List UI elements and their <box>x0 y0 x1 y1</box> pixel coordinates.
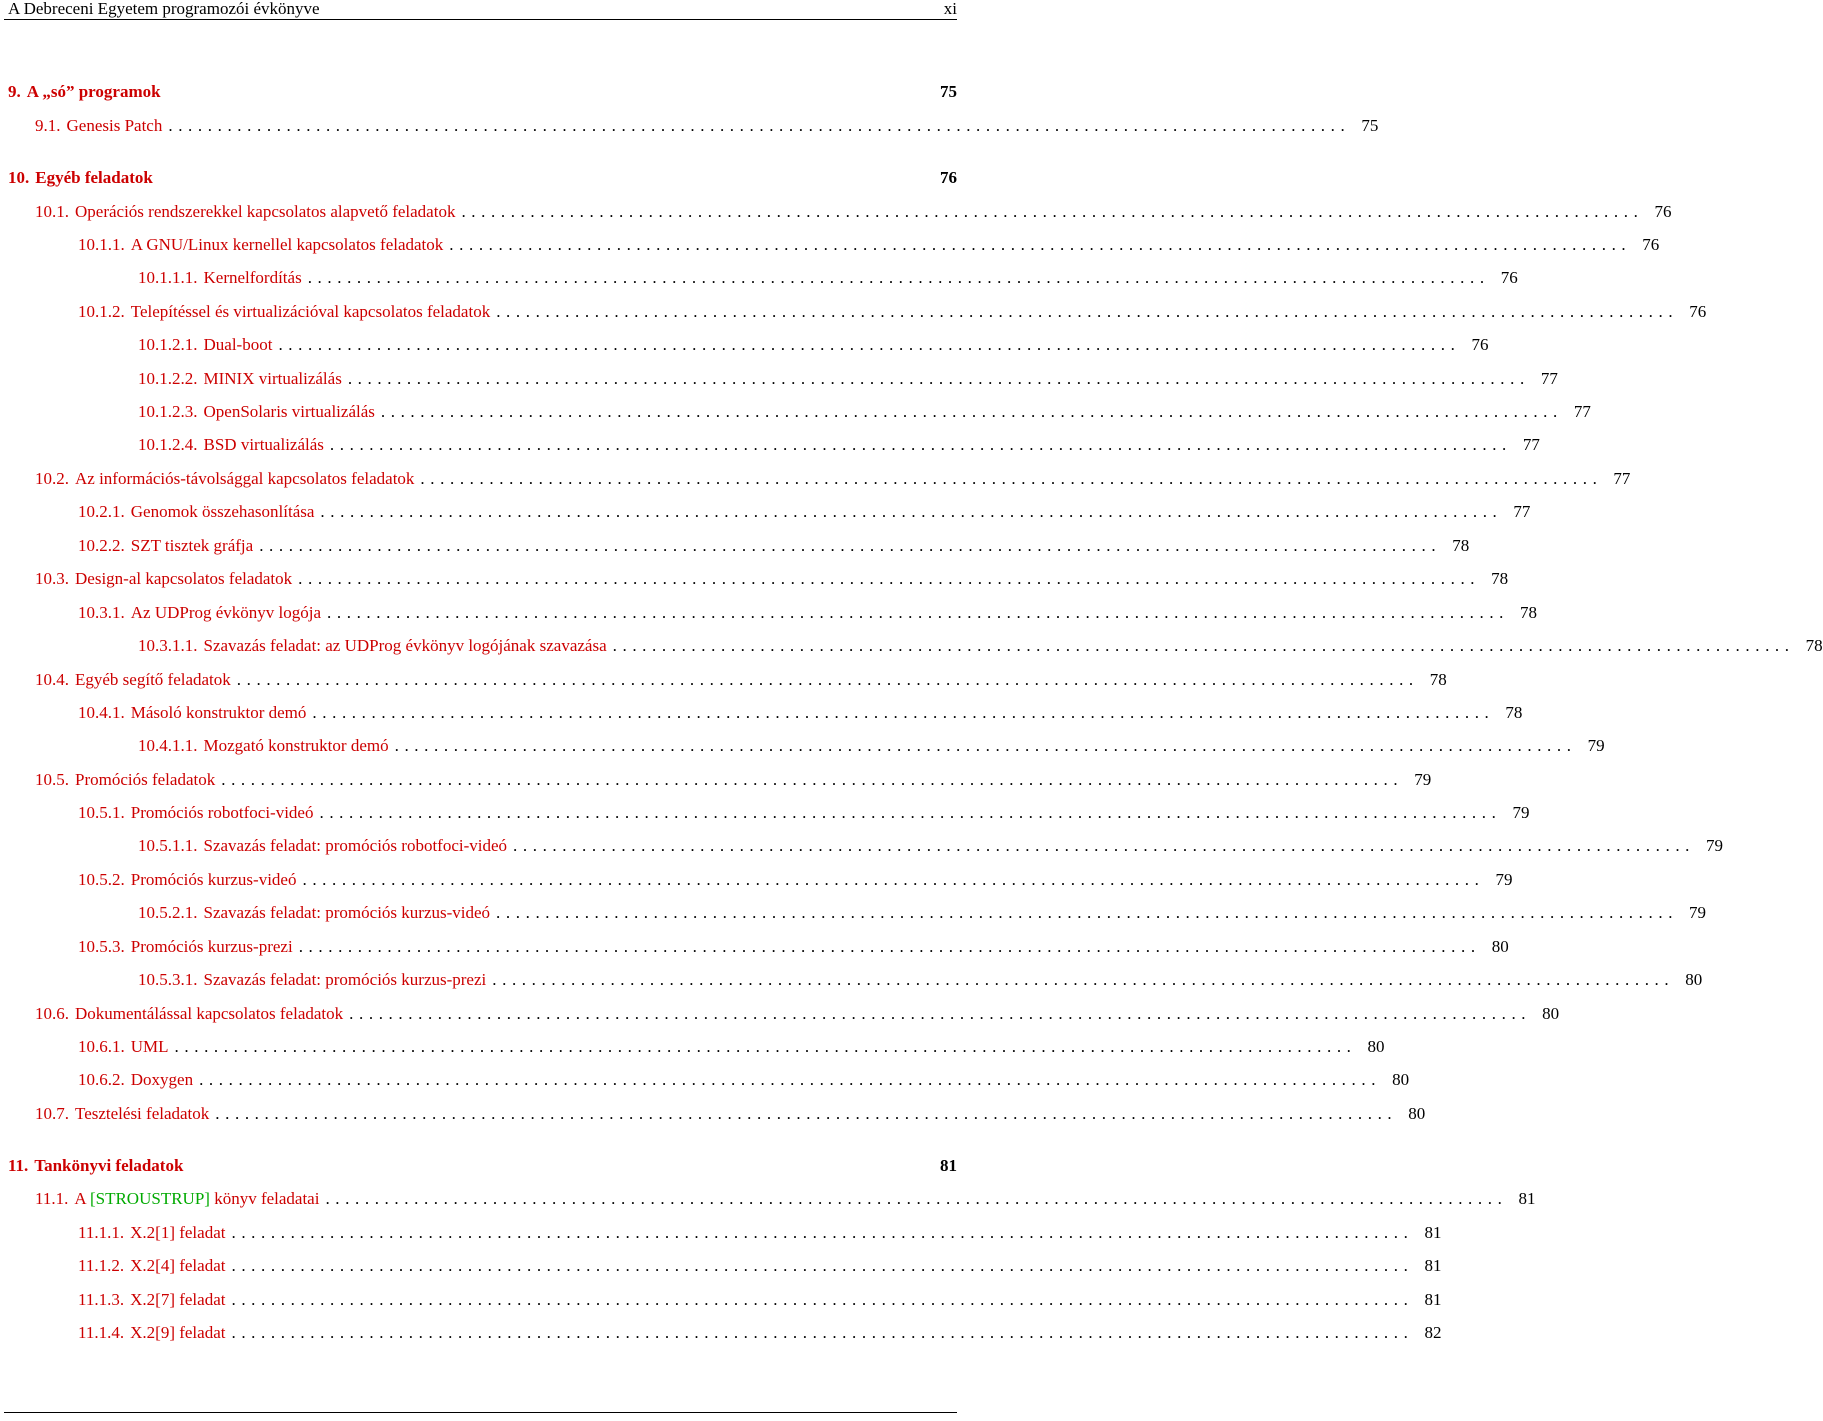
toc-number: 10.4.1. <box>78 703 125 722</box>
toc-title: MINIX virtualizálás <box>203 369 342 388</box>
toc-number: 10.3.1. <box>78 603 125 622</box>
toc-entry[interactable] <box>138 266 1518 288</box>
toc-title: Genesis Patch <box>66 116 163 135</box>
footer-rule <box>4 1412 957 1413</box>
toc-number: 10.7. <box>35 1104 69 1123</box>
toc-entry[interactable] <box>138 968 1703 990</box>
toc-page-number: 81 <box>940 1156 957 1175</box>
toc-number: 10.1.2.4. <box>138 435 198 454</box>
toc-entry[interactable] <box>78 868 1513 890</box>
toc-page-number: 78 <box>1429 670 1447 689</box>
dot-leader: ........................................................................................................................ <box>394 736 1577 755</box>
toc-entry[interactable] <box>35 668 1447 690</box>
toc-page-number: 80 <box>1542 1004 1560 1023</box>
toc-number: 10.6.1. <box>78 1037 125 1056</box>
toc-page-number: 80 <box>1392 1070 1410 1089</box>
toc-page-number: 76 <box>1689 302 1707 321</box>
toc-page-number: 76 <box>1471 335 1489 354</box>
dot-leader: ........................................................................................................................ <box>199 1070 1382 1089</box>
toc-title: Promóciós kurzus-prezi <box>130 937 293 956</box>
toc-title: Egyéb feladatok <box>35 168 153 187</box>
toc-number: 10.1.2.2. <box>138 369 198 388</box>
toc-chapter[interactable] <box>8 1154 957 1176</box>
dot-leader: ........................................................................................................................ <box>259 536 1442 555</box>
toc-entry[interactable] <box>78 1068 1410 1090</box>
toc-number: 10.2.2. <box>78 536 125 555</box>
toc-page-number: 80 <box>1367 1037 1385 1056</box>
toc-title: UML <box>130 1037 169 1056</box>
toc-title: Dual-boot <box>203 335 273 354</box>
toc-number: 11.1. <box>35 1189 69 1208</box>
dot-leader: ........................................................................................................................ <box>231 1290 1414 1309</box>
toc-number: 10.3. <box>35 569 69 588</box>
dot-leader: ........................................................................................................................ <box>612 636 1795 655</box>
dot-leader: ........................................................................................................................ <box>325 1189 1508 1208</box>
toc-number: 10.1.2.1. <box>138 335 198 354</box>
toc-number: 10.5.2.1. <box>138 903 198 922</box>
toc-number: 10.1. <box>35 202 69 221</box>
toc-page-number: 76 <box>1642 235 1660 254</box>
toc-page-number: 76 <box>940 168 957 187</box>
toc-title: X.2[9] feladat <box>130 1323 226 1342</box>
toc-entry[interactable] <box>35 467 1631 489</box>
toc-title: Promóciós kurzus-videó <box>130 870 297 889</box>
toc-entry[interactable] <box>138 367 1558 389</box>
dot-leader: ........................................................................................................................ <box>319 803 1502 822</box>
book-title: A Debreceni Egyetem programozói évkönyve <box>8 0 320 18</box>
dot-leader: ........................................................................................................................ <box>320 502 1503 521</box>
toc-entry[interactable] <box>78 500 1531 522</box>
toc-title: Design-al kapcsolatos feladatok <box>75 569 293 588</box>
dot-leader: ........................................................................................................................ <box>302 870 1485 889</box>
dot-leader: ........................................................................................................................ <box>236 670 1419 689</box>
toc-title-text: könyv feladatai <box>214 1189 320 1208</box>
toc-title: Tankönyvi feladatok <box>34 1156 184 1175</box>
toc-title: A „só” programok <box>26 82 161 101</box>
toc-entry[interactable] <box>138 901 1707 923</box>
toc-number: 10.2. <box>35 469 69 488</box>
dot-leader: ........................................................................................................................ <box>231 1323 1414 1342</box>
toc-entry[interactable] <box>78 1321 1442 1343</box>
toc-number: 10.1.2.3. <box>138 402 198 421</box>
citation-link[interactable]: [STROUSTRUP] <box>89 1189 210 1208</box>
toc-number: 10.5. <box>35 770 69 789</box>
toc-title: X.2[7] feladat <box>130 1290 226 1309</box>
toc-number: 11.1.3. <box>78 1290 125 1309</box>
toc-number: 10.6.2. <box>78 1070 125 1089</box>
toc-title <box>68 1189 319 1209</box>
toc-page-number: 81 <box>1424 1223 1442 1242</box>
dot-leader: ........................................................................................................................ <box>298 569 1481 588</box>
toc-page-number: 82 <box>1424 1323 1442 1342</box>
toc-title: Promóciós robotfoci-videó <box>130 803 314 822</box>
toc-page-number: 78 <box>1505 703 1523 722</box>
toc-page-number: 79 <box>1689 903 1707 922</box>
toc-title: Genomok összehasonlítása <box>130 502 315 521</box>
toc-number: 10.2.1. <box>78 502 125 521</box>
toc-number: 10.1.1. <box>78 235 125 254</box>
toc-title: X.2[4] feladat <box>130 1256 226 1275</box>
toc-entry[interactable] <box>78 1035 1385 1057</box>
toc-page-number: 81 <box>1424 1256 1442 1275</box>
toc-entry[interactable] <box>78 233 1660 255</box>
toc-chapter[interactable] <box>8 80 957 102</box>
toc-number: 10.5.3.1. <box>138 970 198 989</box>
dot-leader: ........................................................................................................................ <box>174 1037 1357 1056</box>
toc-title: X.2[1] feladat <box>130 1223 226 1242</box>
toc-entry[interactable] <box>78 601 1538 623</box>
toc-number: 11.1.4. <box>78 1323 125 1342</box>
toc-entry[interactable] <box>35 1187 1536 1209</box>
toc-page-number: 75 <box>940 82 957 101</box>
toc-title: Másoló konstruktor demó <box>130 703 307 722</box>
toc-entry[interactable] <box>138 433 1540 455</box>
toc-entry[interactable] <box>35 1002 1560 1024</box>
toc-number: 10. <box>8 168 30 187</box>
toc-entry[interactable] <box>78 1221 1442 1243</box>
dot-leader: ........................................................................................................................ <box>449 235 1632 254</box>
toc-page-number: 80 <box>1685 970 1703 989</box>
dot-leader: ........................................................................................................................ <box>513 836 1696 855</box>
toc-chapter[interactable] <box>8 166 957 188</box>
dot-leader: ........................................................................................................................ <box>278 335 1461 354</box>
toc-number: 11. <box>8 1156 29 1175</box>
dot-leader: ........................................................................................................................ <box>221 770 1404 789</box>
toc-page-number: 77 <box>1540 369 1558 388</box>
dot-leader: ........................................................................................................................ <box>307 268 1490 287</box>
toc-number: 11.1.1. <box>78 1223 125 1242</box>
toc-entry[interactable] <box>78 801 1530 823</box>
toc-title: Doxygen <box>130 1070 194 1089</box>
dot-leader: ........................................................................................................................ <box>496 903 1679 922</box>
toc-page-number: 77 <box>1573 402 1591 421</box>
toc-title: OpenSolaris virtualizálás <box>203 402 375 421</box>
toc-entry[interactable] <box>78 935 1509 957</box>
toc-number: 10.1.2. <box>78 302 125 321</box>
toc-page-number: 79 <box>1414 770 1432 789</box>
dot-leader: ........................................................................................................................ <box>231 1223 1414 1242</box>
toc-number: 10.4.1.1. <box>138 736 198 755</box>
toc-title: Dokumentálással kapcsolatos feladatok <box>75 1004 344 1023</box>
toc-entry[interactable] <box>78 534 1470 556</box>
dot-leader: ........................................................................................................................ <box>312 703 1495 722</box>
toc-title: Operációs rendszerekkel kapcsolatos alapvető feladatok <box>75 202 456 221</box>
toc-title: Az UDProg évkönyv logója <box>130 603 322 622</box>
dot-leader: ........................................................................................................................ <box>347 369 1530 388</box>
toc-entry[interactable] <box>138 834 1724 856</box>
dot-leader: ........................................................................................................................ <box>380 402 1563 421</box>
toc-page-number: 78 <box>1520 603 1538 622</box>
toc-number: 10.5.2. <box>78 870 125 889</box>
toc-entry[interactable] <box>78 701 1523 723</box>
toc-page-number: 79 <box>1512 803 1530 822</box>
toc-number: 10.4. <box>35 670 69 689</box>
toc-page-number: 78 <box>1452 536 1470 555</box>
toc-entry[interactable] <box>78 1288 1442 1310</box>
toc-title: A GNU/Linux kernellel kapcsolatos feladatok <box>130 235 444 254</box>
toc-number: 10.3.1.1. <box>138 636 198 655</box>
toc-entry[interactable] <box>35 567 1509 589</box>
toc-title: Szavazás feladat: promóciós robotfoci-videó <box>203 836 508 855</box>
toc-number: 10.5.1.1. <box>138 836 198 855</box>
toc-entry[interactable] <box>35 200 1672 222</box>
toc-number: 9. <box>8 82 21 101</box>
toc-page-number: 81 <box>1518 1189 1536 1208</box>
toc-title: Tesztelési feladatok <box>75 1104 210 1123</box>
page-number: xi <box>943 0 957 18</box>
toc-page-number: 80 <box>1408 1104 1426 1123</box>
toc-page-number: 77 <box>1522 435 1540 454</box>
toc-number: 10.1.1.1. <box>138 268 198 287</box>
toc-entry[interactable] <box>35 768 1432 790</box>
dot-leader: ........................................................................................................................ <box>329 435 1512 454</box>
toc-title: Szavazás feladat: promóciós kurzus-prezi <box>203 970 487 989</box>
toc-page-number: 78 <box>1805 636 1823 655</box>
toc-title: Az információs-távolsággal kapcsolatos feladatok <box>75 469 415 488</box>
dot-leader: ........................................................................................................................ <box>420 469 1603 488</box>
toc-title: Kernelfordítás <box>203 268 302 287</box>
toc-title: Mozgató konstruktor demó <box>203 736 389 755</box>
toc-entry[interactable] <box>78 1254 1442 1276</box>
toc-title: Promóciós feladatok <box>75 770 216 789</box>
dot-leader: ........................................................................................................................ <box>168 116 1351 135</box>
toc-page-number: 79 <box>1587 736 1605 755</box>
dot-leader: ........................................................................................................................ <box>327 603 1510 622</box>
running-header <box>8 0 957 19</box>
toc-number: 10.5.1. <box>78 803 125 822</box>
toc-page-number: 76 <box>1500 268 1518 287</box>
toc-title: Szavazás feladat: promóciós kurzus-videó <box>203 903 491 922</box>
header-rule <box>4 19 957 20</box>
toc-entry[interactable] <box>138 400 1591 422</box>
dot-leader: ........................................................................................................................ <box>496 302 1679 321</box>
dot-leader: ........................................................................................................................ <box>492 970 1675 989</box>
toc-number: 10.5.3. <box>78 937 125 956</box>
dot-leader: ........................................................................................................................ <box>231 1256 1414 1275</box>
toc-page-number: 77 <box>1613 469 1631 488</box>
toc-title: Szavazás feladat: az UDProg évkönyv logójának szavazása <box>203 636 607 655</box>
toc-entry[interactable] <box>35 114 1379 136</box>
toc-number: 11.1.2. <box>78 1256 125 1275</box>
dot-leader: ........................................................................................................................ <box>349 1004 1532 1023</box>
toc-number: 9.1. <box>35 116 61 135</box>
toc-title: Telepítéssel és virtualizációval kapcsolatos feladatok <box>130 302 491 321</box>
dot-leader: ........................................................................................................................ <box>298 937 1481 956</box>
toc-entry[interactable] <box>35 1102 1426 1124</box>
toc-entry[interactable] <box>138 634 1823 656</box>
dot-leader: ........................................................................................................................ <box>461 202 1644 221</box>
toc-page-number: 81 <box>1424 1290 1442 1309</box>
toc-number: 10.6. <box>35 1004 69 1023</box>
toc-page-number: 79 <box>1495 870 1513 889</box>
toc-entry[interactable] <box>78 300 1707 322</box>
toc-title-text: A <box>74 1189 86 1208</box>
toc-page-number: 77 <box>1513 502 1531 521</box>
toc-page-number: 78 <box>1491 569 1509 588</box>
dot-leader: ........................................................................................................................ <box>215 1104 1398 1123</box>
toc-title: Egyéb segítő feladatok <box>75 670 231 689</box>
toc-page-number: 79 <box>1706 836 1724 855</box>
toc-title: SZT tisztek gráfja <box>130 536 254 555</box>
toc-entry[interactable] <box>138 734 1605 756</box>
toc-title: BSD virtualizálás <box>203 435 324 454</box>
toc-page-number: 80 <box>1491 937 1509 956</box>
toc-page-number: 76 <box>1654 202 1672 221</box>
toc-page-number: 75 <box>1361 116 1379 135</box>
toc-entry[interactable] <box>138 333 1489 355</box>
